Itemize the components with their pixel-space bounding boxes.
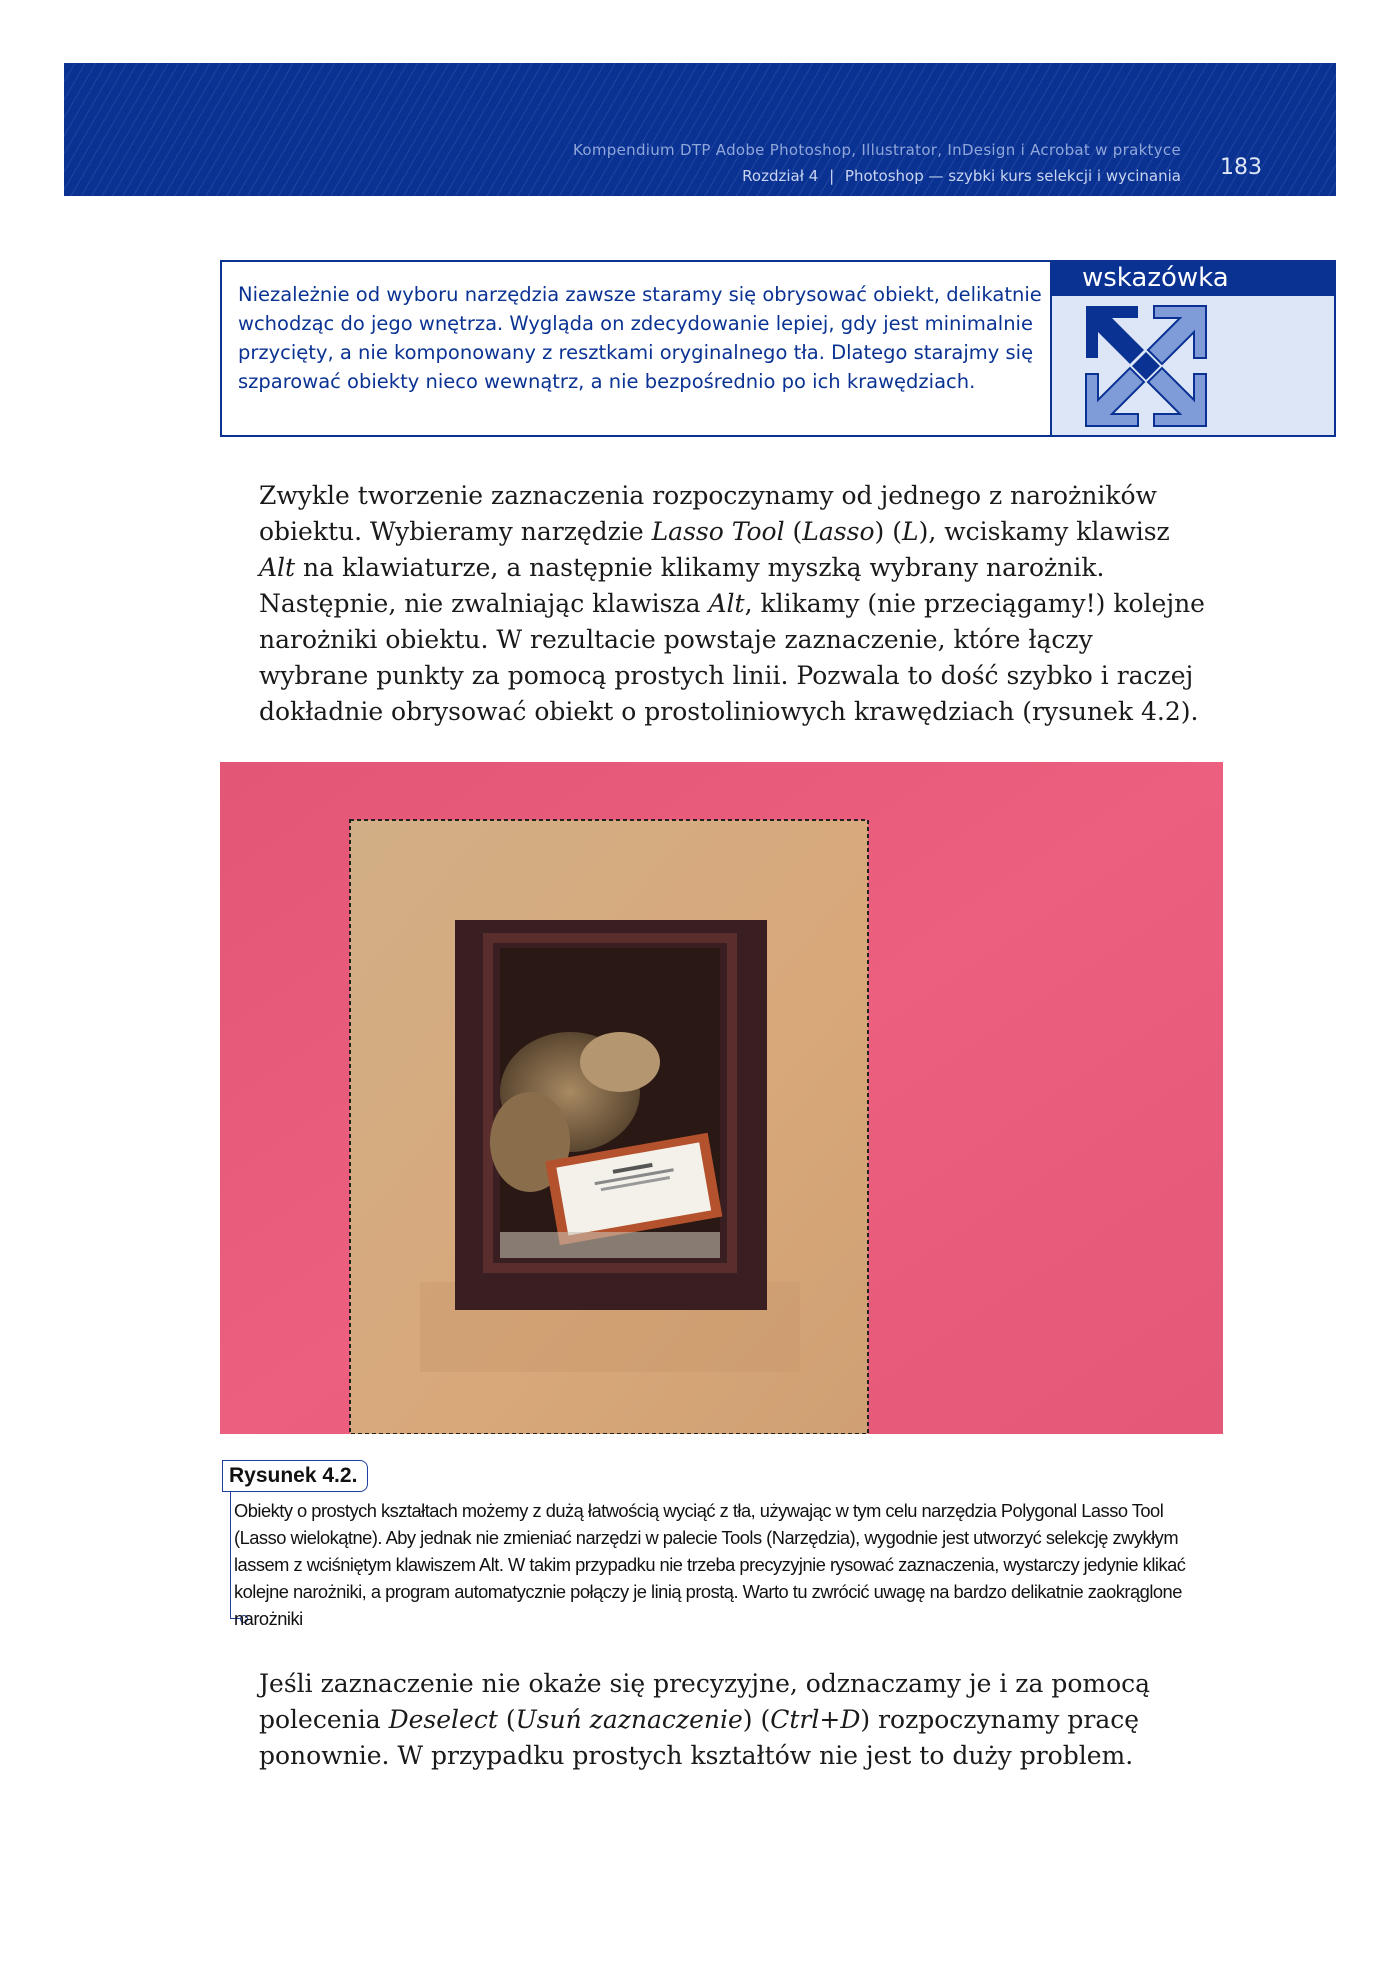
para1-shortcut: L (901, 517, 919, 546)
para2-text: ) ( (742, 1705, 771, 1734)
book-title: Kompendium DTP Adobe Photoshop, Illustrator, InDesign i Acrobat w praktyce (573, 141, 1181, 159)
tip-label: wskazówka (1052, 262, 1334, 296)
figure-caption: Obiekty o prostych kształtach możemy z dużą łatwością wyciąć z tła, używając w tym celu narzędzia Polygonal Lasso Tool (Lasso wielokątne). Aby jednak nie zmieniać narzędzi w palecie Tools (Narzędzia), wygodnie jest utworzyć selekcję zwykłym lassem z wciśniętym klawiszem Alt. W takim przypadku nie trzeba precyzyjnie rysować zaznaczenia, wystarczy jedynie klikać kolejne narożniki, a program automatycznie połączy je linią prostą. Warto tu zwrócić uwagę na bardzo delikatnie zaokrąglone narożniki (234, 1500, 1186, 1629)
para1-text: ) ( (874, 517, 902, 546)
para2-shortcut: Ctrl+D (770, 1705, 861, 1734)
figure-photo (220, 762, 1223, 1434)
para1-text: , klikamy (nie przeciągamy!) kolejne narożniki obiektu. W rezultacie powstaje zaznaczenie, które łączy wybrane punkty za pomocą prostych linii. Pozwala to dość szybko i raczej dokładnie obrysować obiekt o prostoliniowych krawędziach (rysunek 4.2). (259, 589, 1205, 726)
para2-text: ( (497, 1705, 516, 1734)
page-number: 183 (1220, 155, 1262, 180)
para1-text: ), wciskamy klawisz (918, 517, 1170, 546)
para2-text: Jeśli zaznaczenie nie okaże się precyzyjne, odznaczamy je i za pomocą polecenia (259, 1669, 1151, 1734)
chapter-title: Photoshop — szybki kurs selekcji i wycinania (844, 167, 1181, 185)
para1-text: na klawiaturze, a następnie klikamy myszką wybrany narożnik. Następnie, nie zwalniając klawisza (259, 553, 1105, 618)
body-paragraph-1 (259, 478, 1209, 730)
window-photo-illustration (220, 762, 1223, 1434)
para2-command: Deselect (388, 1705, 498, 1734)
para2-text: ) rozpoczynamy pracę ponownie. W przypadku prostych kształtów nie jest to duży problem. (259, 1705, 1140, 1770)
para1-key: Alt (708, 589, 745, 618)
para1-key: Alt (259, 553, 296, 582)
para2-command-pl: Usuń zaznaczenie (515, 1705, 743, 1734)
tip-text: Niezależnie od wyboru narzędzia zawsze staramy się obrysować obiekt, delikatnie wchodząc do jego wnętrza. Wygląda on zdecydowanie lepiej, gdy jest minimalnie przycięty, a nie komponowany z resztkami oryginalnego tła. Dlatego starajmy się szparować obiekty nieco wewnątrz, a nie bezpośrednio po ich krawędziach. (238, 283, 1042, 393)
page-header (64, 63, 1336, 196)
chapter-line (742, 167, 1181, 185)
chapter-separator: | (829, 167, 835, 185)
figure-label: Rysunek 4.2. (222, 1460, 368, 1492)
tip-side-panel (1050, 262, 1334, 435)
body-paragraph-2 (259, 1666, 1209, 1774)
arrows-inward-icon (1082, 302, 1210, 430)
para1-tool-name: Lasso Tool (651, 517, 785, 546)
para1-tool-name-pl: Lasso (802, 517, 875, 546)
chapter-number: Rozdział 4 (742, 167, 819, 185)
tip-box (220, 260, 1336, 437)
caption-rule (230, 1491, 231, 1619)
para1-text: Zwykle tworzenie zaznaczenia rozpoczynamy od jednego z narożników obiektu. Wybieramy narzędzie (259, 481, 1157, 546)
para1-text: ( (784, 517, 803, 546)
